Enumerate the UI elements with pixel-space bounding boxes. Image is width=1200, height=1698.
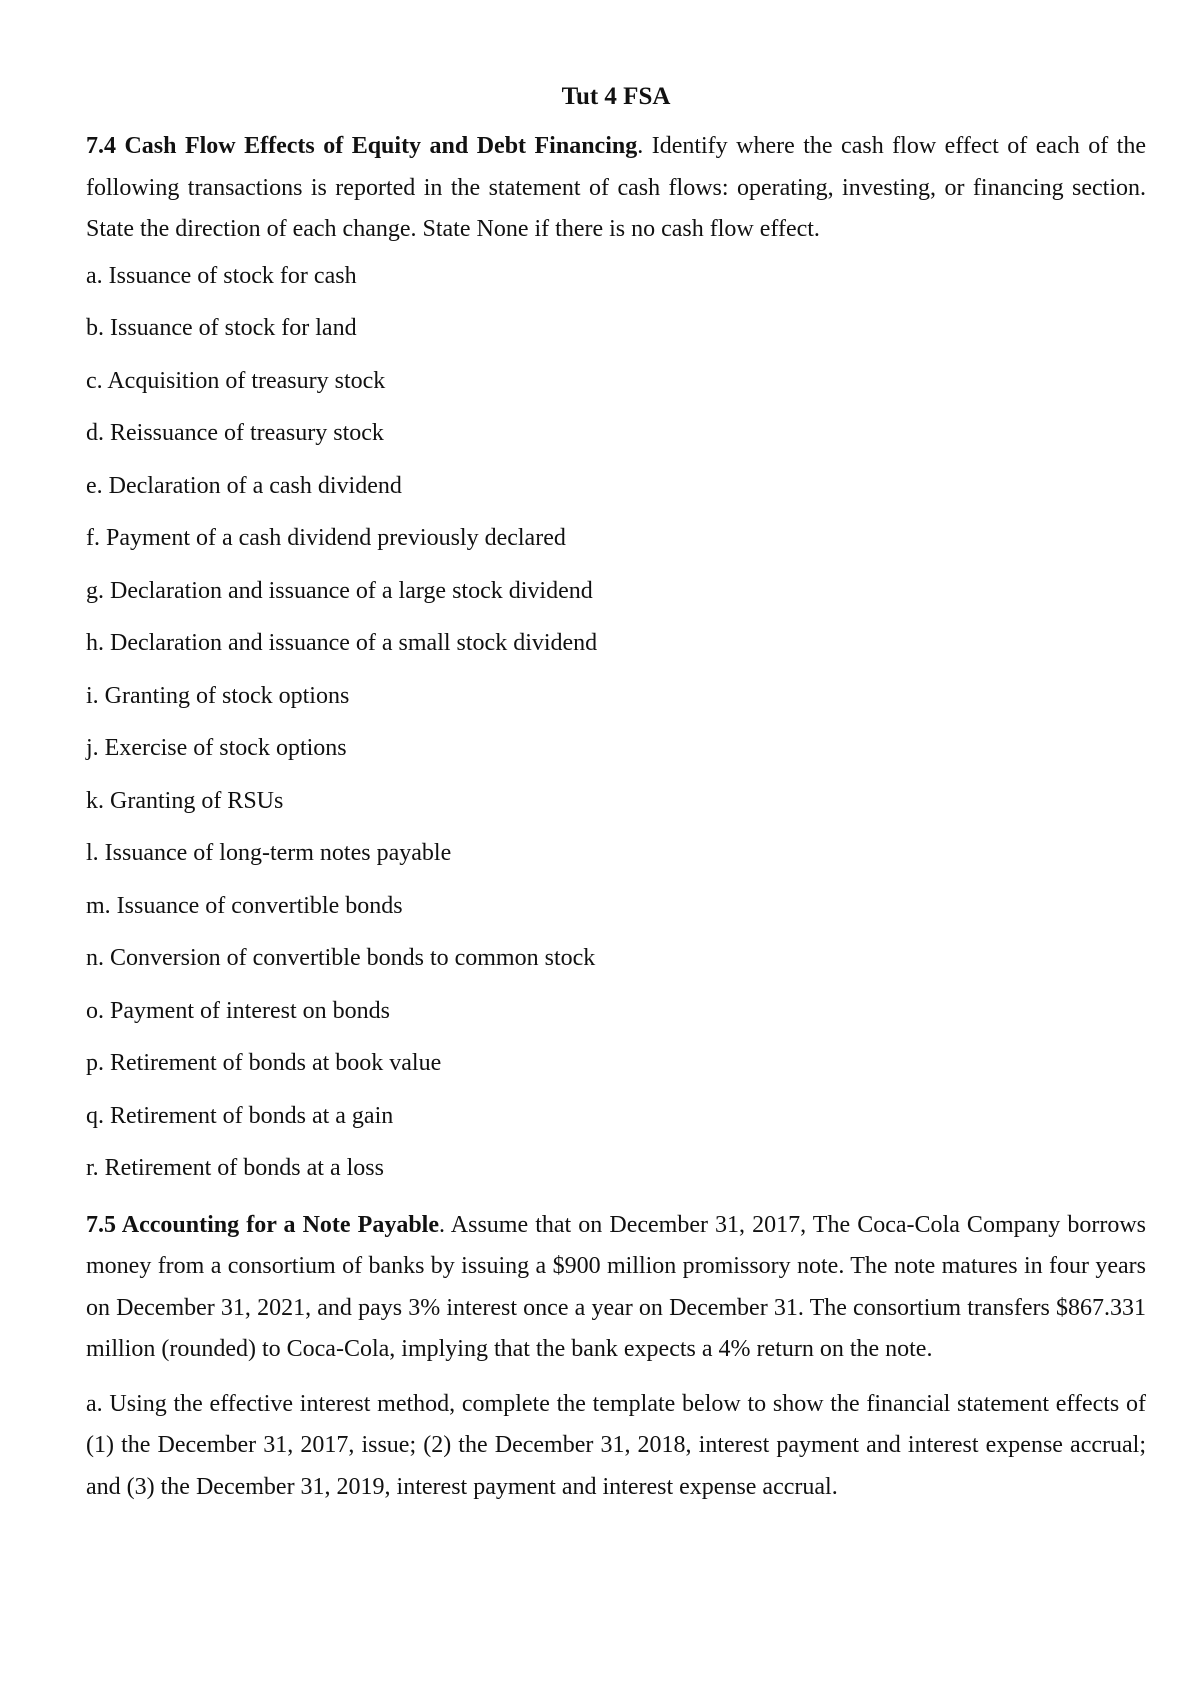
transaction-list: [86, 261, 1146, 1184]
question-7-5-intro: [86, 1205, 1146, 1371]
question-7-5-body: . Assume that on December 31, 2017, The Coca-Cola Company borrows money from a consortium of banks by issuing a $900 million promissory note. The note matures in four years on December 31, 2021, and pays 3% interest once a year on December 31. The consortium transfers $867.331 million (rounded) to Coca-Cola, implying that the bank expects a 4% return on the note.: [86, 1211, 1147, 1362]
list-item: p. Retirement of bonds at book value: [86, 1050, 442, 1076]
list-item: e. Declaration of a cash dividend: [86, 472, 402, 499]
list-item: m. Issuance of convertible bonds: [86, 892, 403, 919]
list-item: j. Exercise of stock options: [86, 735, 347, 761]
list-item: a. Issuance of stock for cash: [86, 262, 357, 289]
list-item: b. Issuance of stock for land: [86, 315, 357, 341]
list-item: i. Granting of stock options: [86, 682, 350, 709]
list-item: q. Retirement of bonds at a gain: [86, 1102, 394, 1129]
list-item: r. Retirement of bonds at a loss: [86, 1155, 384, 1181]
question-7-5-heading: 7.5 Accounting for a Note Payable: [86, 1211, 439, 1238]
page-title: Tut 4 FSA: [561, 83, 671, 110]
list-item: f. Payment of a cash dividend previously declared: [86, 525, 566, 551]
document-page: [86, 82, 1146, 1508]
list-item: l. Issuance of long-term notes payable: [86, 840, 452, 866]
list-item: o. Payment of interest on bonds: [86, 997, 390, 1024]
question-7-4-heading: 7.4 Cash Flow Effects of Equity and Debt Financing: [86, 133, 638, 159]
list-item: g. Declaration and issuance of a large stock dividend: [86, 577, 593, 604]
list-item: n. Conversion of convertible bonds to common stock: [86, 945, 596, 971]
list-item: c. Acquisition of treasury stock: [86, 367, 386, 394]
list-item: h. Declaration and issuance of a small stock dividend: [86, 630, 598, 656]
question-7-4-body: . Identify where the cash flow effect of each of the following transactions is reported in the statement of cash flows: operating, investing, or financing section. State the direction of each change. State None if there is no cash flow effect.: [86, 133, 1147, 242]
question-7-5-part-a: a. Using the effective interest method, complete the template below to show the financial statement effects of (1) the December 31, 2017, issue; (2) the December 31, 2018, interest payment and interest expense accrual; and (3) the December 31, 2019, interest payment and interest expense accrual.: [86, 1390, 1146, 1500]
list-item: k. Granting of RSUs: [86, 787, 284, 814]
question-7-4-intro: [86, 126, 1146, 251]
list-item: d. Reissuance of treasury stock: [86, 420, 384, 446]
